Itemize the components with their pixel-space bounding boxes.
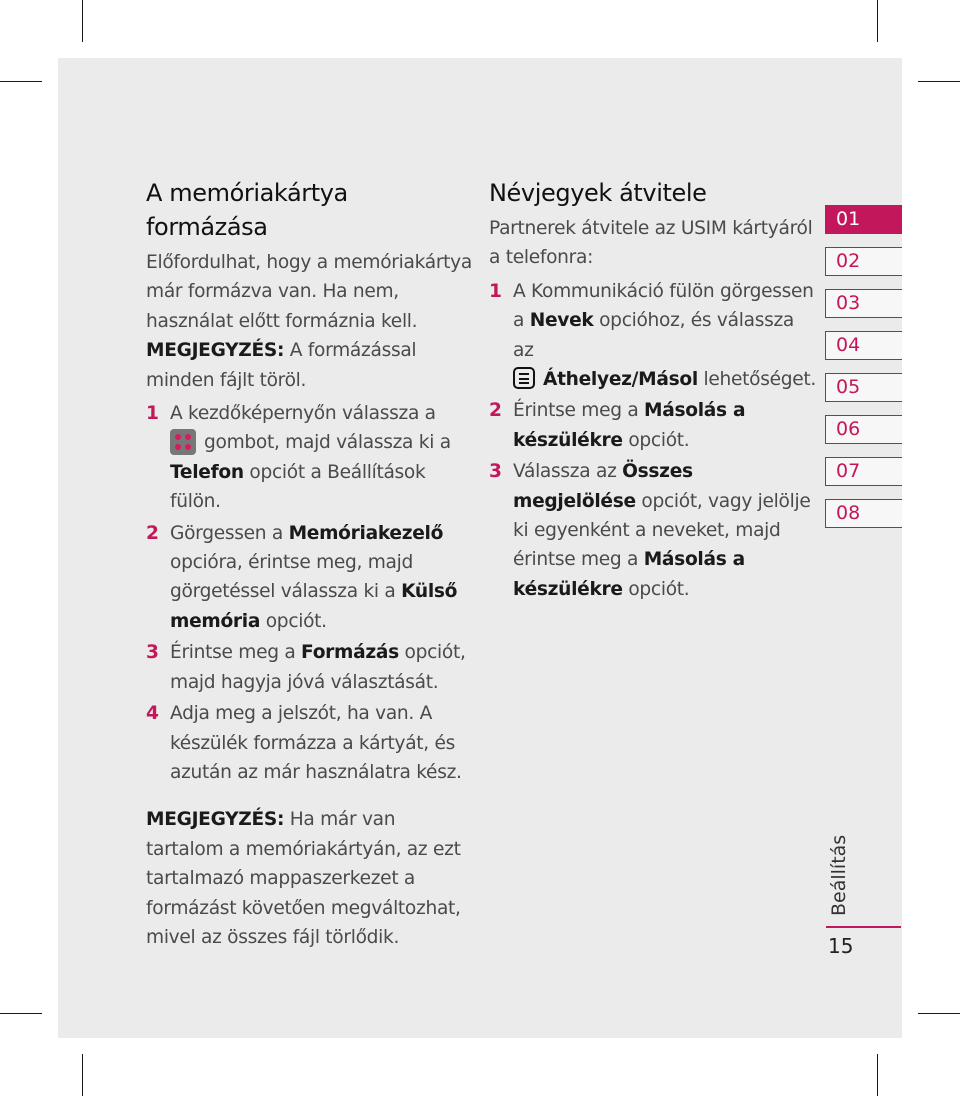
left-column — [146, 176, 476, 952]
crop-mark — [918, 81, 960, 82]
step-3: 3 Érintse meg a Formázás opciót, majd hagyja jóvá választását. — [146, 638, 476, 697]
section-heading-contacts: Névjegyek átvitele — [489, 179, 707, 207]
chapter-tab-03[interactable]: 03 — [825, 289, 902, 318]
section-heading-format: A memóriakártya formázása — [146, 179, 348, 241]
step-number: 1 — [489, 280, 502, 302]
step-2: 2 Érintse meg a Másolás a készülékre opciót. — [489, 396, 819, 455]
crop-mark — [82, 1054, 83, 1096]
crop-mark — [82, 0, 83, 42]
note-2: MEGJEGYZÉS: Ha már van tartalom a memóriakártyán, az ezt tartalmazó mappaszerkezet a formázást követően megváltozhat, mivel az összes fájl törlődik. — [146, 809, 461, 948]
apps-grid-icon — [170, 429, 196, 455]
side-rule — [826, 926, 901, 928]
chapter-tab-01[interactable]: 01 — [825, 205, 902, 234]
note-1: MEGJEGYZÉS: A formázással minden fájlt töröl. — [146, 340, 417, 391]
step-number: 3 — [146, 642, 159, 664]
contacts-steps — [489, 277, 819, 604]
crop-mark — [918, 1013, 960, 1014]
page-number: 15 — [828, 934, 854, 958]
intro-text: Partnerek átvitele az USIM kártyáról a telefonra: — [489, 218, 813, 269]
crop-mark — [0, 81, 42, 82]
crop-mark — [877, 0, 878, 42]
step-number: 4 — [146, 703, 159, 725]
step-3: 3 Válassza az Összes megjelölése opciót, vagy jelölje ki egyenként a neveket, majd érintse meg a Másolás a készülékre opciót. — [489, 457, 819, 604]
chapter-tab-06[interactable]: 06 — [825, 415, 902, 444]
chapter-tab-05[interactable]: 05 — [825, 373, 902, 402]
step-1: 1 A kezdőképernyőn válassza a gombot, majd válassza ki a Telefon opciót a Beállítások fülön. — [146, 399, 476, 517]
chapter-tab-07[interactable]: 07 — [825, 457, 902, 486]
intro-text: Előfordulhat, hogy a memóriakártya már formázva van. Ha nem, használat előtt formáznia kell. — [146, 252, 472, 332]
step-2: 2 Görgessen a Memóriakezelő opcióra, érintse meg, majd görgetéssel válassza ki a Külső memória opciót. — [146, 519, 476, 637]
menu-icon — [513, 367, 535, 389]
step-1: 1 A Kommunikáció fülön görgessen a Nevek opcióhoz, és válassza az Áthelyez/Másol lehetőséget. — [489, 277, 819, 395]
crop-mark — [0, 1013, 42, 1014]
step-number: 1 — [146, 403, 159, 425]
chapter-tab-04[interactable]: 04 — [825, 331, 902, 360]
right-column — [489, 176, 819, 606]
crop-mark — [877, 1054, 878, 1096]
step-4: 4 Adja meg a jelszót, ha van. A készülék formázza a kártyát, és azután az már használatra kész. — [146, 699, 476, 787]
chapter-tab-08[interactable]: 08 — [825, 499, 902, 528]
chapter-tab-02[interactable]: 02 — [825, 247, 902, 276]
step-number: 2 — [489, 400, 502, 422]
chapter-tabs — [825, 205, 902, 541]
format-steps — [146, 399, 476, 787]
step-number: 3 — [489, 461, 502, 483]
step-number: 2 — [146, 522, 159, 544]
section-side-label: Beállítás — [828, 834, 850, 916]
